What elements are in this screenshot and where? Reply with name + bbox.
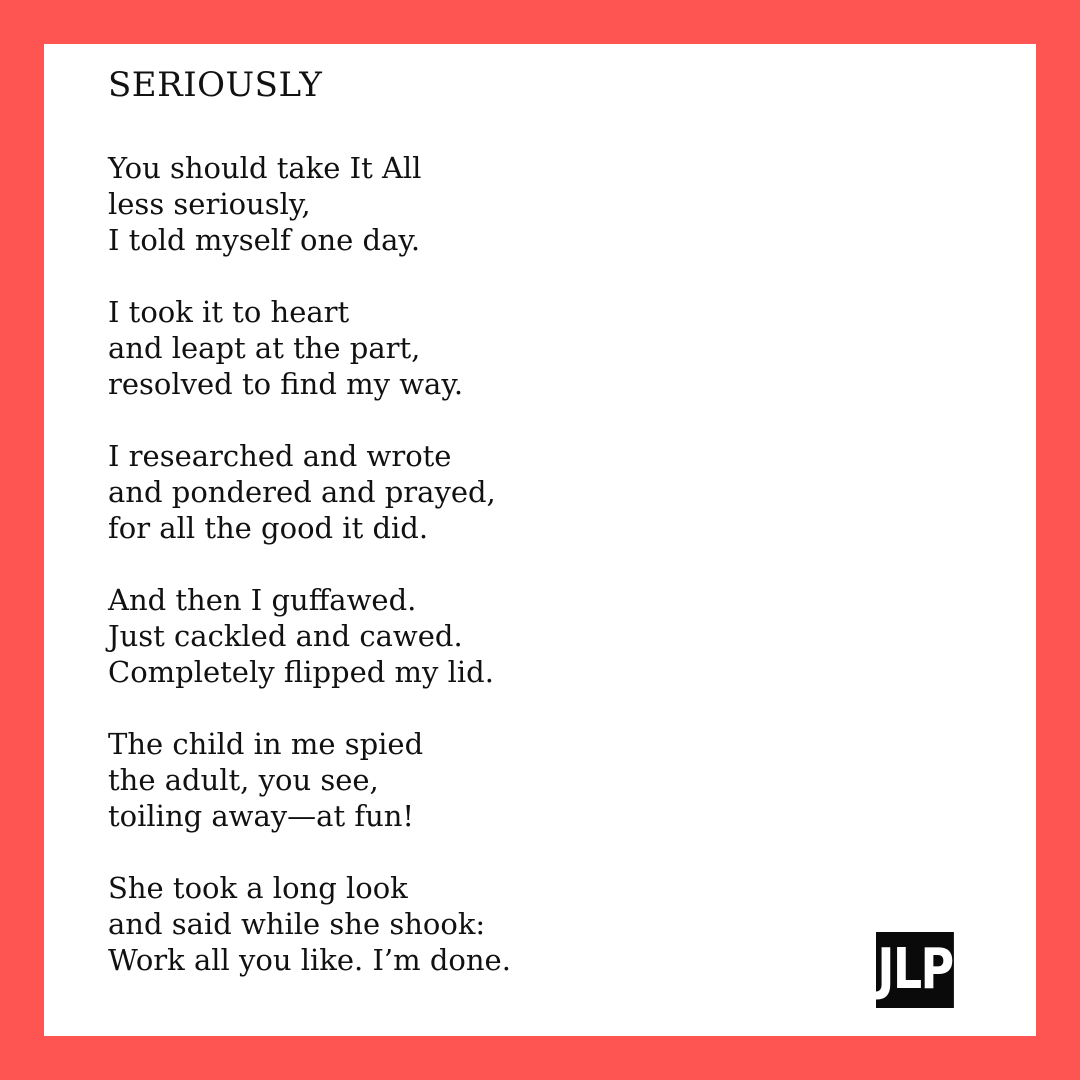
poem-line: She took a long look (108, 871, 408, 905)
poem-line: and leapt at the part, (108, 331, 421, 365)
poem-line: I took it to heart (108, 295, 350, 329)
poem-line: the adult, you see, (108, 763, 379, 797)
poem-line: Just cackled and cawed. (108, 619, 463, 653)
stanza-4 (108, 582, 936, 690)
poem-line: I told myself one day. (108, 223, 421, 257)
poem-line: The child in me spied (108, 727, 424, 761)
poem-line: less seriously, (108, 187, 311, 221)
poem-line: and said while she shook: (108, 907, 486, 941)
stanza-6 (108, 870, 936, 978)
poem-line: You should take It All (108, 151, 422, 185)
stanza-5 (108, 726, 936, 834)
stanza-1 (108, 150, 936, 258)
poem-line: and pondered and prayed, (108, 475, 496, 509)
poem-line: for all the good it did. (108, 511, 429, 545)
jlp-logo: JLP (876, 932, 954, 1008)
poem-line: toiling away—at fun! (108, 799, 415, 833)
stanza-2 (108, 294, 936, 402)
poem-line: Work all you like. I’m done. (108, 943, 511, 977)
poem-title: SERIOUSLY (108, 65, 323, 105)
poem-line: And then I guffawed. (108, 583, 417, 617)
poem-line: Completely flipped my lid. (108, 655, 494, 689)
poem (108, 62, 936, 1014)
poem-line: I researched and wrote (108, 439, 452, 473)
stanza-3 (108, 438, 936, 546)
poem-line: resolved to find my way. (108, 367, 464, 401)
poem-card (44, 44, 1036, 1036)
